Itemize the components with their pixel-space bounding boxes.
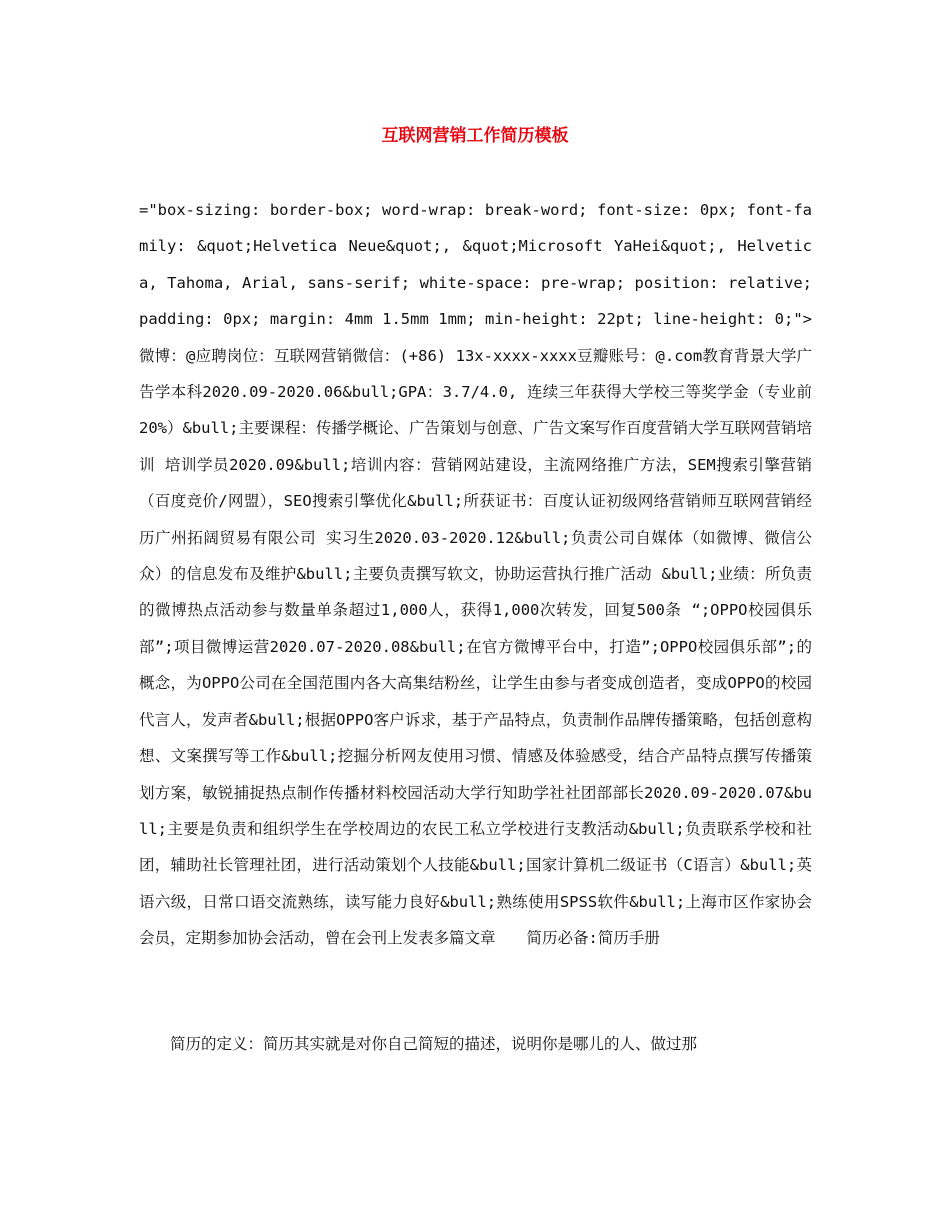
document-title: 互联网营销工作简历模板: [381, 126, 569, 146]
resume-body-paragraph: ="box-sizing: border-box; word-wrap: break-word; font-size: 0px; font-family: &quot;Helvetica Neue&quot;, &quot;Microsoft YaHei&quot;, Helvetica, Tahoma, Arial, sans-serif; white-space: pre-wrap; position: relative; padding: 0px; margin: 4mm 1.5mm 1mm; min-height: 22pt; line-height: 0;">微博：@应聘岗位：互联网营销微信：(+86) 13x-xxxx-xxxx豆瓣账号：@.com教育背景大学广告学本科2020.09-2020.06&bull;GPA：3.7/4.0, 连续三年获得大学校三等奖学金（专业前20%）&bull;主要课程：传播学概论、广告策划与创意、广告文案写作百度营销大学互联网营销培训 培训学员2020.09&bull;培训内容：营销网站建设，主流网络推广方法，SEM搜索引擎营销（百度竞价/网盟），SEO搜索引擎优化&bull;所获证书：百度认证初级网络营销师互联网营销经历广州拓阔贸易有限公司 实习生2020.03-2020.12&bull;负责公司自媒体（如微博、微信公众）的信息发布及维护&bull;主要负责撰写软文，协助运营执行推广活动 &bull;业绩：所负责的微博热点活动参与数量单条超过1,000人，获得1,000次转发，回复500条 “;OPPO校园俱乐部”;项目微博运营2020.07-2020.08&bull;在官方微博平台中，打造”;OPPO校园俱乐部”;的概念，为OPPO公司在全国范围内各大高集结粉丝，让学生由参与者变成创造者，变成OPPO的校园代言人，发声者&bull;根据OPPO客户诉求，基于产品特点，负责制作品牌传播策略，包括创意构想、文案撰写等工作&bull;挖掘分析网友使用习惯、情感及体验感受，结合产品特点撰写传播策划方案，敏锐捕捉热点制作传播材料校园活动大学行知助学社社团部部长2020.09-2020.07&bull;主要是负责和组织学生在学校周边的农民工私立学校进行支教活动&bull;负责联系学校和社团，辅助社长管理社团，进行活动策划个人技能&bull;国家计算机二级证书（C语言）&bull;英语六级，日常口语交流熟练，读写能力良好&bull;熟练使用SPSS软件&bull;上海市区作家协会会员，定期参加协会活动，曾在会刊上发表多篇文章 简历必备:简历手册: [139, 201, 812, 948]
resume-definition-paragraph: 简历的定义：简历其实就是对你自己简短的描述，说明你是哪儿的人、做过那: [170, 1035, 698, 1053]
